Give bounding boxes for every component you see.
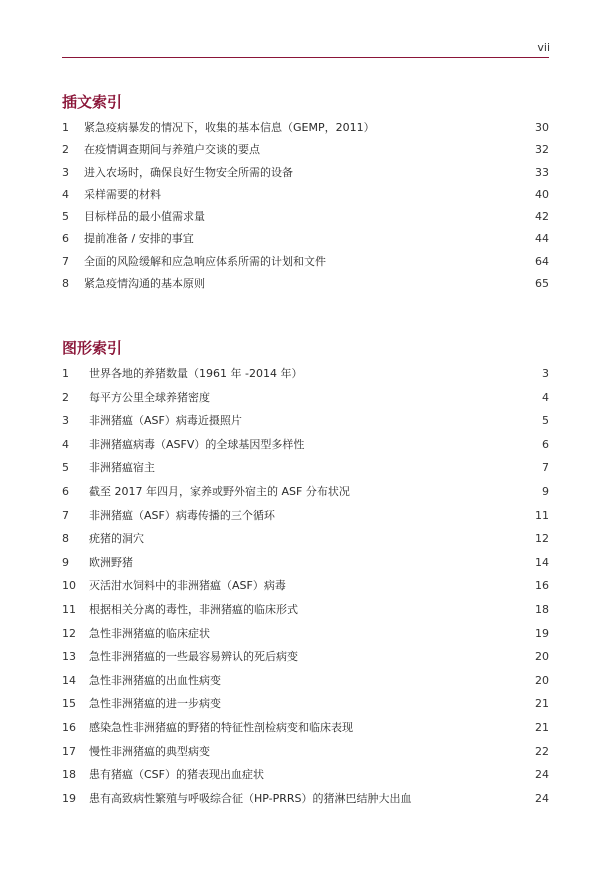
figures-index-title: 图形索引: [62, 339, 123, 357]
entry-title: 非洲猪瘟（ASF）病毒近摄照片: [89, 414, 242, 428]
entry-number: 17: [62, 744, 76, 758]
entry-page: 19: [535, 626, 549, 640]
entry-title: 目标样品的最小值需求量: [84, 210, 205, 224]
figures-entry[interactable]: [62, 485, 549, 509]
entry-number: 15: [62, 697, 76, 711]
figures-entry[interactable]: [62, 603, 549, 627]
entry-number: 13: [62, 650, 76, 664]
entry-title: 在疫情调查期间与养殖户交谈的要点: [84, 143, 260, 157]
entry-title: 欧洲野猪: [89, 555, 133, 569]
header-rule: [62, 57, 549, 58]
entry-title: 灭活泔水饲料中的非洲猪瘟（ASF）病毒: [89, 579, 286, 593]
entry-title: 患有高致病性繁殖与呼吸综合征（HP-PRRS）的猪淋巴结肿大出血: [89, 791, 412, 805]
entry-page: 6: [542, 437, 549, 451]
entry-title: 非洲猪瘟（ASF）病毒传播的三个循环: [89, 508, 275, 522]
entry-title: 急性非洲猪瘟的临床症状: [89, 626, 210, 640]
entry-page: 24: [535, 768, 549, 782]
entry-page: 7: [542, 461, 549, 475]
figures-entry[interactable]: [62, 461, 549, 485]
entry-page: 21: [535, 697, 549, 711]
entry-title: 急性非洲猪瘟的一些最容易辨认的死后病变: [89, 650, 298, 664]
entry-page: 20: [535, 673, 549, 687]
entry-title: 采样需要的材料: [84, 187, 161, 201]
entry-page: 14: [535, 555, 549, 569]
entry-number: 19: [62, 791, 76, 805]
entry-number: 11: [62, 602, 76, 616]
entry-page: 11: [535, 508, 549, 522]
entry-title: 急性非洲猪瘟的进一步病变: [89, 697, 221, 711]
boxes-entry[interactable]: [62, 255, 549, 277]
entry-page: 33: [535, 165, 549, 179]
entry-number: 4: [62, 437, 69, 451]
entry-page: 3: [542, 367, 549, 380]
figures-entry[interactable]: [62, 414, 549, 438]
figures-entry[interactable]: [62, 650, 549, 674]
entry-page: 40: [535, 187, 549, 201]
entry-page: 42: [535, 210, 549, 224]
entry-title: 疣猪的洞穴: [89, 532, 144, 546]
entry-number: 3: [62, 414, 69, 428]
entry-page: 12: [535, 532, 549, 546]
entry-title: 根据相关分离的毒性，非洲猪瘟的临床形式: [89, 602, 298, 616]
entry-number: 5: [62, 461, 69, 475]
entry-page: 44: [535, 232, 549, 246]
boxes-index-list: [62, 121, 549, 299]
entry-page: 16: [535, 579, 549, 593]
entry-page: 65: [535, 277, 549, 291]
entry-number: 4: [62, 187, 69, 201]
entry-page: 21: [535, 720, 549, 734]
boxes-entry[interactable]: [62, 188, 549, 210]
entry-number: 8: [62, 277, 69, 291]
figures-entry[interactable]: [62, 792, 549, 816]
entry-page: 64: [535, 254, 549, 268]
boxes-index-title: 插文索引: [62, 93, 123, 111]
entry-title: 全面的风险缓解和应急响应体系所需的计划和文件: [84, 254, 326, 268]
entry-page: 30: [535, 121, 549, 134]
entry-number: 1: [62, 121, 69, 134]
entry-title: 世界各地的养猪数量（1961 年 -2014 年）: [89, 367, 303, 380]
entry-title: 截至 2017 年四月，家养或野外宿主的 ASF 分布状况: [89, 484, 350, 498]
figures-entry[interactable]: [62, 768, 549, 792]
entry-number: 12: [62, 626, 76, 640]
entry-title: 急性非洲猪瘟的出血性病变: [89, 673, 221, 687]
entry-number: 14: [62, 673, 76, 687]
entry-page: 24: [535, 791, 549, 805]
entry-number: 2: [62, 390, 69, 404]
entry-number: 18: [62, 768, 76, 782]
figures-entry[interactable]: [62, 367, 549, 391]
entry-number: 16: [62, 720, 76, 734]
entry-page: 22: [535, 744, 549, 758]
figures-entry[interactable]: [62, 438, 549, 462]
entry-title: 紧急疫病暴发的情况下，收集的基本信息（GEMP，2011）: [84, 121, 375, 134]
entry-number: 7: [62, 254, 69, 268]
boxes-entry[interactable]: [62, 277, 549, 299]
entry-page: 9: [542, 484, 549, 498]
page-number: vii: [537, 41, 550, 54]
figures-entry[interactable]: [62, 579, 549, 603]
entry-title: 慢性非洲猪瘟的典型病变: [89, 744, 210, 758]
figures-entry[interactable]: [62, 721, 549, 745]
figures-entry[interactable]: [62, 532, 549, 556]
entry-title: 进入农场时，确保良好生物安全所需的设备: [84, 165, 293, 179]
entry-number: 8: [62, 532, 69, 546]
figures-entry[interactable]: [62, 745, 549, 769]
figures-entry[interactable]: [62, 627, 549, 651]
figures-entry[interactable]: [62, 509, 549, 533]
entry-number: 6: [62, 484, 69, 498]
entry-page: 20: [535, 650, 549, 664]
entry-page: 18: [535, 602, 549, 616]
entry-number: 9: [62, 555, 69, 569]
boxes-entry[interactable]: [62, 166, 549, 188]
entry-number: 2: [62, 143, 69, 157]
boxes-entry[interactable]: [62, 232, 549, 254]
entry-title: 感染急性非洲猪瘟的野猪的特征性剖检病变和临床表现: [89, 720, 353, 734]
entry-page: 5: [542, 414, 549, 428]
boxes-entry[interactable]: [62, 121, 549, 143]
figures-index-list: [62, 367, 549, 815]
figures-entry[interactable]: [62, 391, 549, 415]
entry-number: 6: [62, 232, 69, 246]
entry-title: 非洲猪瘟宿主: [89, 461, 155, 475]
entry-title: 患有猪瘟（CSF）的猪表现出血症状: [89, 768, 264, 782]
entry-title: 提前准备 / 安排的事宜: [84, 232, 194, 246]
boxes-entry[interactable]: [62, 143, 549, 165]
entry-page: 32: [535, 143, 549, 157]
entry-number: 10: [62, 579, 76, 593]
entry-number: 7: [62, 508, 69, 522]
entry-title: 紧急疫情沟通的基本原则: [84, 277, 205, 291]
entry-number: 5: [62, 210, 69, 224]
entry-title: 每平方公里全球养猪密度: [89, 390, 210, 404]
entry-number: 3: [62, 165, 69, 179]
figures-entry[interactable]: [62, 674, 549, 698]
figures-entry[interactable]: [62, 697, 549, 721]
entry-page: 4: [542, 390, 549, 404]
figures-entry[interactable]: [62, 556, 549, 580]
entry-title: 非洲猪瘟病毒（ASFV）的全球基因型多样性: [89, 437, 305, 451]
boxes-entry[interactable]: [62, 210, 549, 232]
entry-number: 1: [62, 367, 69, 380]
